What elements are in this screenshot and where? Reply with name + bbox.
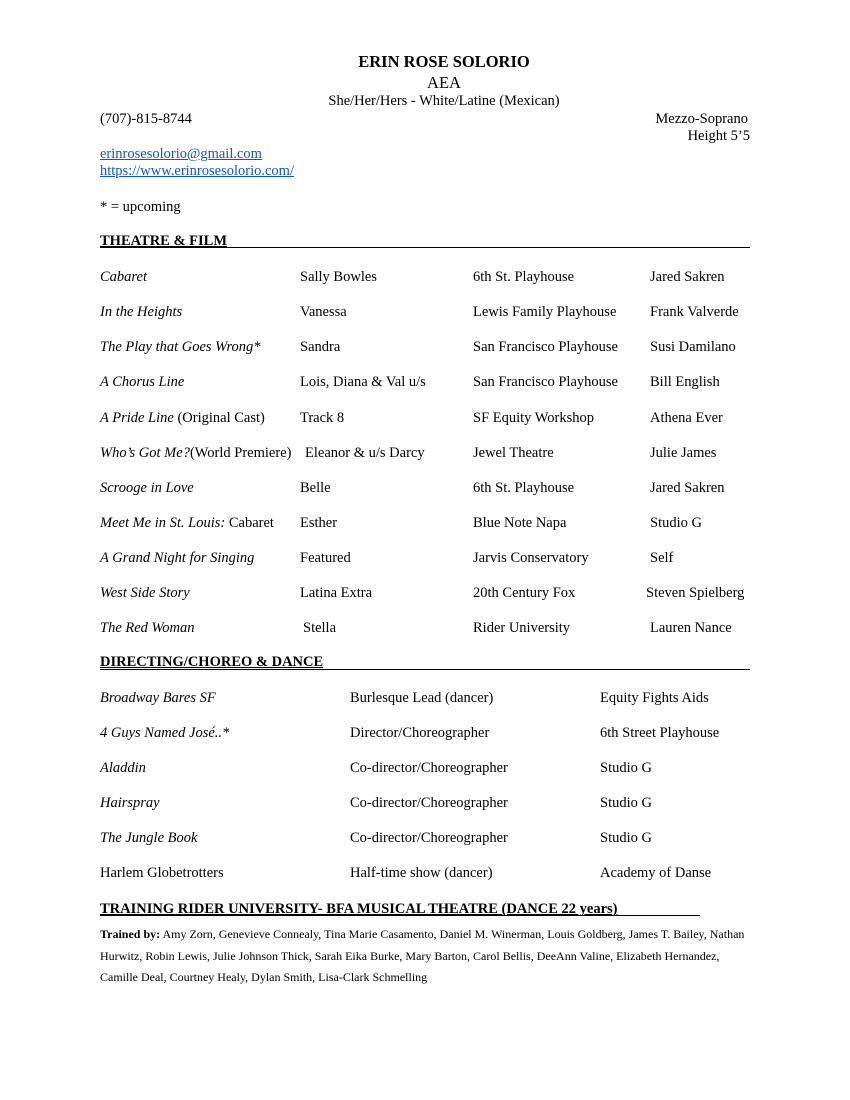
project-role: Co-director/Choreographer [350,760,508,776]
credit-title [100,550,254,567]
project-title: The Jungle Book [100,830,198,846]
show-title: West Side Story [100,585,190,601]
show-title: Meet Me in St. Louis: [100,515,226,531]
project-title: Aladdin [100,760,146,776]
credit-title [100,374,184,391]
credit-title [100,620,195,637]
credit-title [100,585,190,602]
show-title: The Play that Goes Wrong* [100,339,261,355]
theatre-film-heading: THEATRE & FILM [100,233,228,249]
project-title: 4 Guys Named José..* [100,725,230,741]
credit-director: Jared Sakren [650,269,725,285]
height: Height 5’5 [687,128,750,144]
credit-role: Sandra [300,339,341,355]
project-role: Half-time show (dancer) [350,865,493,881]
directing-heading: DIRECTING/CHOREO & DANCE [100,654,324,670]
show-title: Scrooge in Love [100,480,194,496]
project-role: Director/Choreographer [350,725,490,741]
show-title: The Red Woman [100,620,195,636]
credit-role: Lois, Diana & Val u/s [300,374,426,390]
credit-role: Eleanor & u/s Darcy [305,445,425,461]
pronouns-ethnicity: She/Her/Hers - White/Latine (Mexican) [328,93,560,109]
credit-director: Steven Spielberg [646,585,745,601]
credit-title [100,515,274,532]
credit-role: Featured [300,550,351,566]
project-organization: Equity Fights Aids [600,690,709,706]
project-organization: 6th Street Playhouse [600,725,720,741]
credit-title [100,339,261,356]
credit-director: Julie James [650,445,717,461]
upcoming-legend: * = upcoming [100,199,181,215]
credit-director: Bill English [650,374,720,390]
credit-role: Belle [300,480,331,496]
project-organization: Studio G [600,830,652,846]
credit-director: Studio G [650,515,702,531]
credit-director: Jared Sakren [650,480,725,496]
training-heading-rule [100,915,700,916]
credit-director: Frank Valverde [650,304,739,320]
credit-role: Sally Bowles [300,269,377,285]
credit-title [100,269,147,286]
performer-name: ERIN ROSE SOLORIO [358,52,530,71]
directing-heading-rule [100,669,750,670]
show-title: Cabaret [100,269,147,285]
credit-venue: Lewis Family Playhouse [473,304,617,320]
credit-venue: Rider University [473,620,571,636]
credit-venue: Blue Note Napa [473,515,567,531]
credit-title [100,410,265,427]
trained-by-label: Trained by: [100,927,161,941]
credit-title [100,480,194,497]
credit-venue: San Francisco Playhouse [473,339,618,355]
project-organization: Academy of Danse [600,865,712,881]
project-role: Burlesque Lead (dancer) [350,690,494,706]
credit-venue: Jewel Theatre [473,445,554,461]
credit-role: Track 8 [300,410,345,426]
trainer-names: Amy Zorn, Genevieve Connealy, Tina Marie Casamento, Daniel M. Winerman, Louis Goldberg, James T. Bailey, Nathan Hurwitz, Robin Lewis, Julie Johnson Thick, Sarah Eika Burke, Mary Barton, Carol Bellis, DeeAnn Valine, Elizabeth Hernandez, Camille Deal, Courtney Healy, Dylan Smith, Lisa-Clark Schmelling [100,927,745,984]
credit-venue: San Francisco Playhouse [473,374,618,390]
credit-title [100,304,182,321]
phone-number: (707)-815-8744 [100,111,192,127]
show-title: A Pride Line [100,410,174,426]
project-role: Co-director/Choreographer [350,795,508,811]
project-role: Co-director/Choreographer [350,830,508,846]
theatre-heading-rule [100,247,750,248]
training-paragraph [100,924,750,989]
show-title: Who’s Got Me? [100,445,190,461]
credit-venue: 6th St. Playhouse [473,480,575,496]
training-heading: TRAINING RIDER UNIVERSITY- BFA MUSICAL THEATRE (DANCE 22 years) [100,901,618,917]
union-affiliation: AEA [427,73,461,92]
show-title: A Chorus Line [100,374,185,390]
credit-role: Stella [303,620,337,636]
show-note: Cabaret [225,515,274,531]
show-title: In the Heights [100,304,183,320]
credit-director: Lauren Nance [650,620,732,636]
credit-venue: 20th Century Fox [473,585,576,601]
credit-venue: SF Equity Workshop [473,410,595,426]
credit-director: Susi Damilano [650,339,736,355]
credit-venue: Jarvis Conservatory [473,550,589,566]
credit-role: Vanessa [300,304,347,320]
credit-role: Esther [300,515,338,531]
project-title: Broadway Bares SF [100,690,216,706]
credit-role: Latina Extra [300,585,373,601]
email-link[interactable]: erinrosesolorio@gmail.com [100,146,262,162]
credit-venue: 6th St. Playhouse [473,269,575,285]
project-title: Hairspray [100,795,160,811]
credit-director: Athena Ever [650,410,723,426]
credit-title [100,445,291,462]
project-organization: Studio G [600,795,652,811]
project-title: Harlem Globetrotters [100,865,224,881]
show-title: A Grand Night for Singing [100,550,255,566]
show-note: (Original Cast) [173,410,265,426]
website-link[interactable]: https://www.erinrosesolorio.com/ [100,163,294,179]
voice-type: Mezzo-Soprano [655,111,748,127]
credit-director: Self [650,550,674,566]
show-note: (World Premiere) [189,445,292,461]
project-organization: Studio G [600,760,652,776]
